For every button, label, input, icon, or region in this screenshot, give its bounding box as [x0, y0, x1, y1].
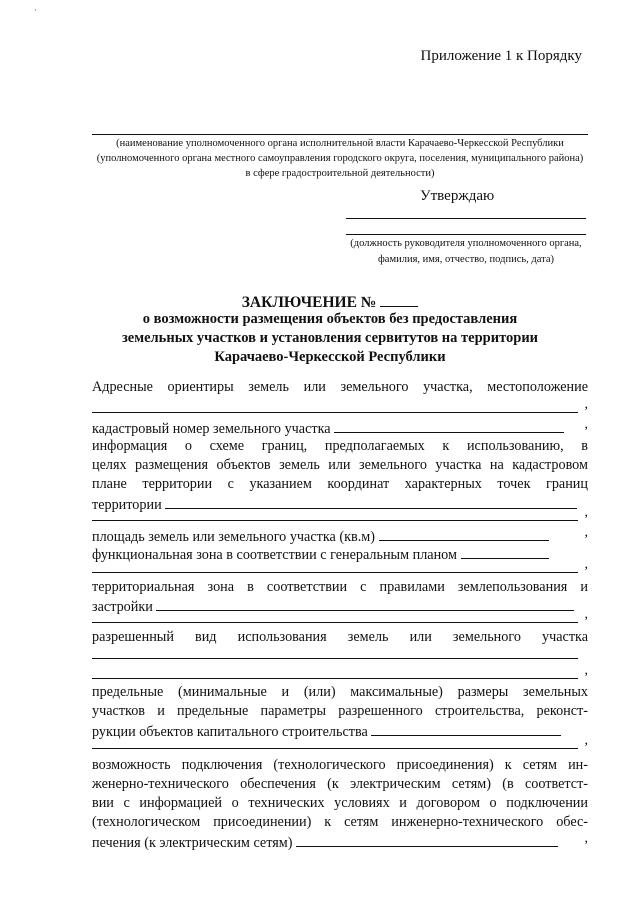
permitted-use-input-row — [92, 644, 588, 664]
connection-label-line: вии с информацией о технических условиях и договором о подключении — [92, 795, 588, 811]
territorial-zone-field-continued[interactable] — [92, 608, 578, 623]
subtitle-line: о возможности размещения объектов без предоставления — [142, 311, 518, 327]
comma: , — [584, 830, 588, 846]
document-number-field[interactable] — [380, 292, 418, 307]
address-field[interactable] — [92, 398, 578, 413]
subtitle-line: Карачаево-Черкесской Республики — [214, 349, 446, 365]
approver-caption-line: (должность руководителя уполномоченного органа, — [350, 238, 582, 249]
connection-label-line: возможность подключения (технологического присоединения) к сетям ин- — [92, 757, 588, 773]
permitted-use-input-row-2 — [92, 664, 588, 684]
appendix-label: Приложение 1 к Порядку — [420, 48, 582, 64]
connection-label-line: (технологическом присоединении) к сетям инженерно-технического обес- — [92, 814, 588, 830]
scheme-label-line: информация о схеме границ, предполагаемых к использованию, в — [92, 438, 588, 454]
scheme-label-line: целях размещения объектов земель или земельного участка на кадастровом — [92, 457, 588, 473]
scheme-label-line: территории — [92, 497, 162, 513]
functional-zone-field-continued[interactable] — [92, 558, 578, 573]
subtitle-line: земельных участков и установления сервитутов на территории — [121, 330, 539, 346]
authority-caption — [62, 136, 618, 181]
limits-field-continued[interactable] — [92, 734, 578, 749]
functional-zone-label: функциональная зона в соответствии с генеральным планом — [92, 547, 457, 563]
limits-input-row — [92, 734, 588, 754]
functional-zone-input-row — [92, 558, 588, 578]
permitted-use-field-continued[interactable] — [92, 664, 578, 679]
approver-signature-line — [346, 218, 586, 219]
document-subtitle — [60, 310, 600, 367]
approver-caption-line: фамилия, имя, отчество, подпись, дата) — [378, 254, 554, 265]
limits-label-line: участков и предельные параметры разрешенного строительства, реконст- — [92, 703, 588, 719]
connection-field[interactable] — [296, 832, 558, 847]
address-label: Адресные ориентиры земель или земельного участка, местоположение — [92, 379, 588, 395]
area-field[interactable] — [379, 526, 549, 541]
territorial-zone-input-row — [92, 608, 588, 628]
comma: , — [584, 662, 588, 678]
permitted-use-label: разрешенный вид использования земель или земельного участка — [92, 629, 588, 645]
connection-label-line: печения (к электрическим сетям) — [92, 835, 293, 851]
cadastral-label: кадастровый номер земельного участка — [92, 421, 331, 437]
limits-label-line: предельные (минимальные и (или) максимальные) размеры земельных — [92, 684, 588, 700]
limits-label-line: рукции объектов капитального строительства — [92, 724, 368, 740]
area-row — [92, 526, 588, 546]
functional-zone-field[interactable] — [461, 544, 549, 559]
cadastral-row — [92, 418, 588, 438]
comma: , — [584, 524, 588, 540]
authority-name-line — [92, 134, 588, 135]
authority-caption-line: (уполномоченного органа местного самоуправления городского округа, поселения, муниципального района) — [96, 153, 584, 164]
scheme-input-row — [92, 506, 588, 526]
authority-caption-line: (наименование уполномоченного органа исполнительной власти Карачаево-Черкесской Республики — [116, 138, 564, 149]
comma: , — [584, 396, 588, 412]
comma: , — [584, 732, 588, 748]
cadastral-field[interactable] — [334, 418, 564, 433]
comma: , — [584, 606, 588, 622]
authority-caption-line: в сфере градостроительной деятельности) — [245, 168, 435, 179]
area-label: площадь земель или земельного участка (кв.м) — [92, 529, 375, 545]
address-input-row — [92, 398, 588, 418]
comma: , — [584, 504, 588, 520]
scheme-field-continued[interactable] — [92, 506, 578, 521]
corner-mark: · — [34, 6, 37, 15]
document-title — [60, 292, 600, 312]
approver-caption — [330, 236, 602, 268]
comma: , — [584, 416, 588, 432]
territorial-zone-label-line: застройки — [92, 599, 153, 615]
comma: , — [584, 556, 588, 572]
document-title-text: ЗАКЛЮЧЕНИЕ № — [241, 294, 377, 311]
approver-details-line — [346, 234, 586, 235]
scheme-label-line: плане территории с указанием координат характерных точек границ — [92, 476, 588, 492]
connection-row — [92, 832, 588, 852]
approve-label: Утверждаю — [420, 188, 495, 204]
connection-label-line: женерно-технического обеспечения (к электрическим сетям) (в соответст- — [92, 776, 588, 792]
territorial-zone-label-line: территориальная зона в соответствии с правилами землепользования и — [92, 579, 588, 595]
permitted-use-field[interactable] — [92, 644, 578, 659]
